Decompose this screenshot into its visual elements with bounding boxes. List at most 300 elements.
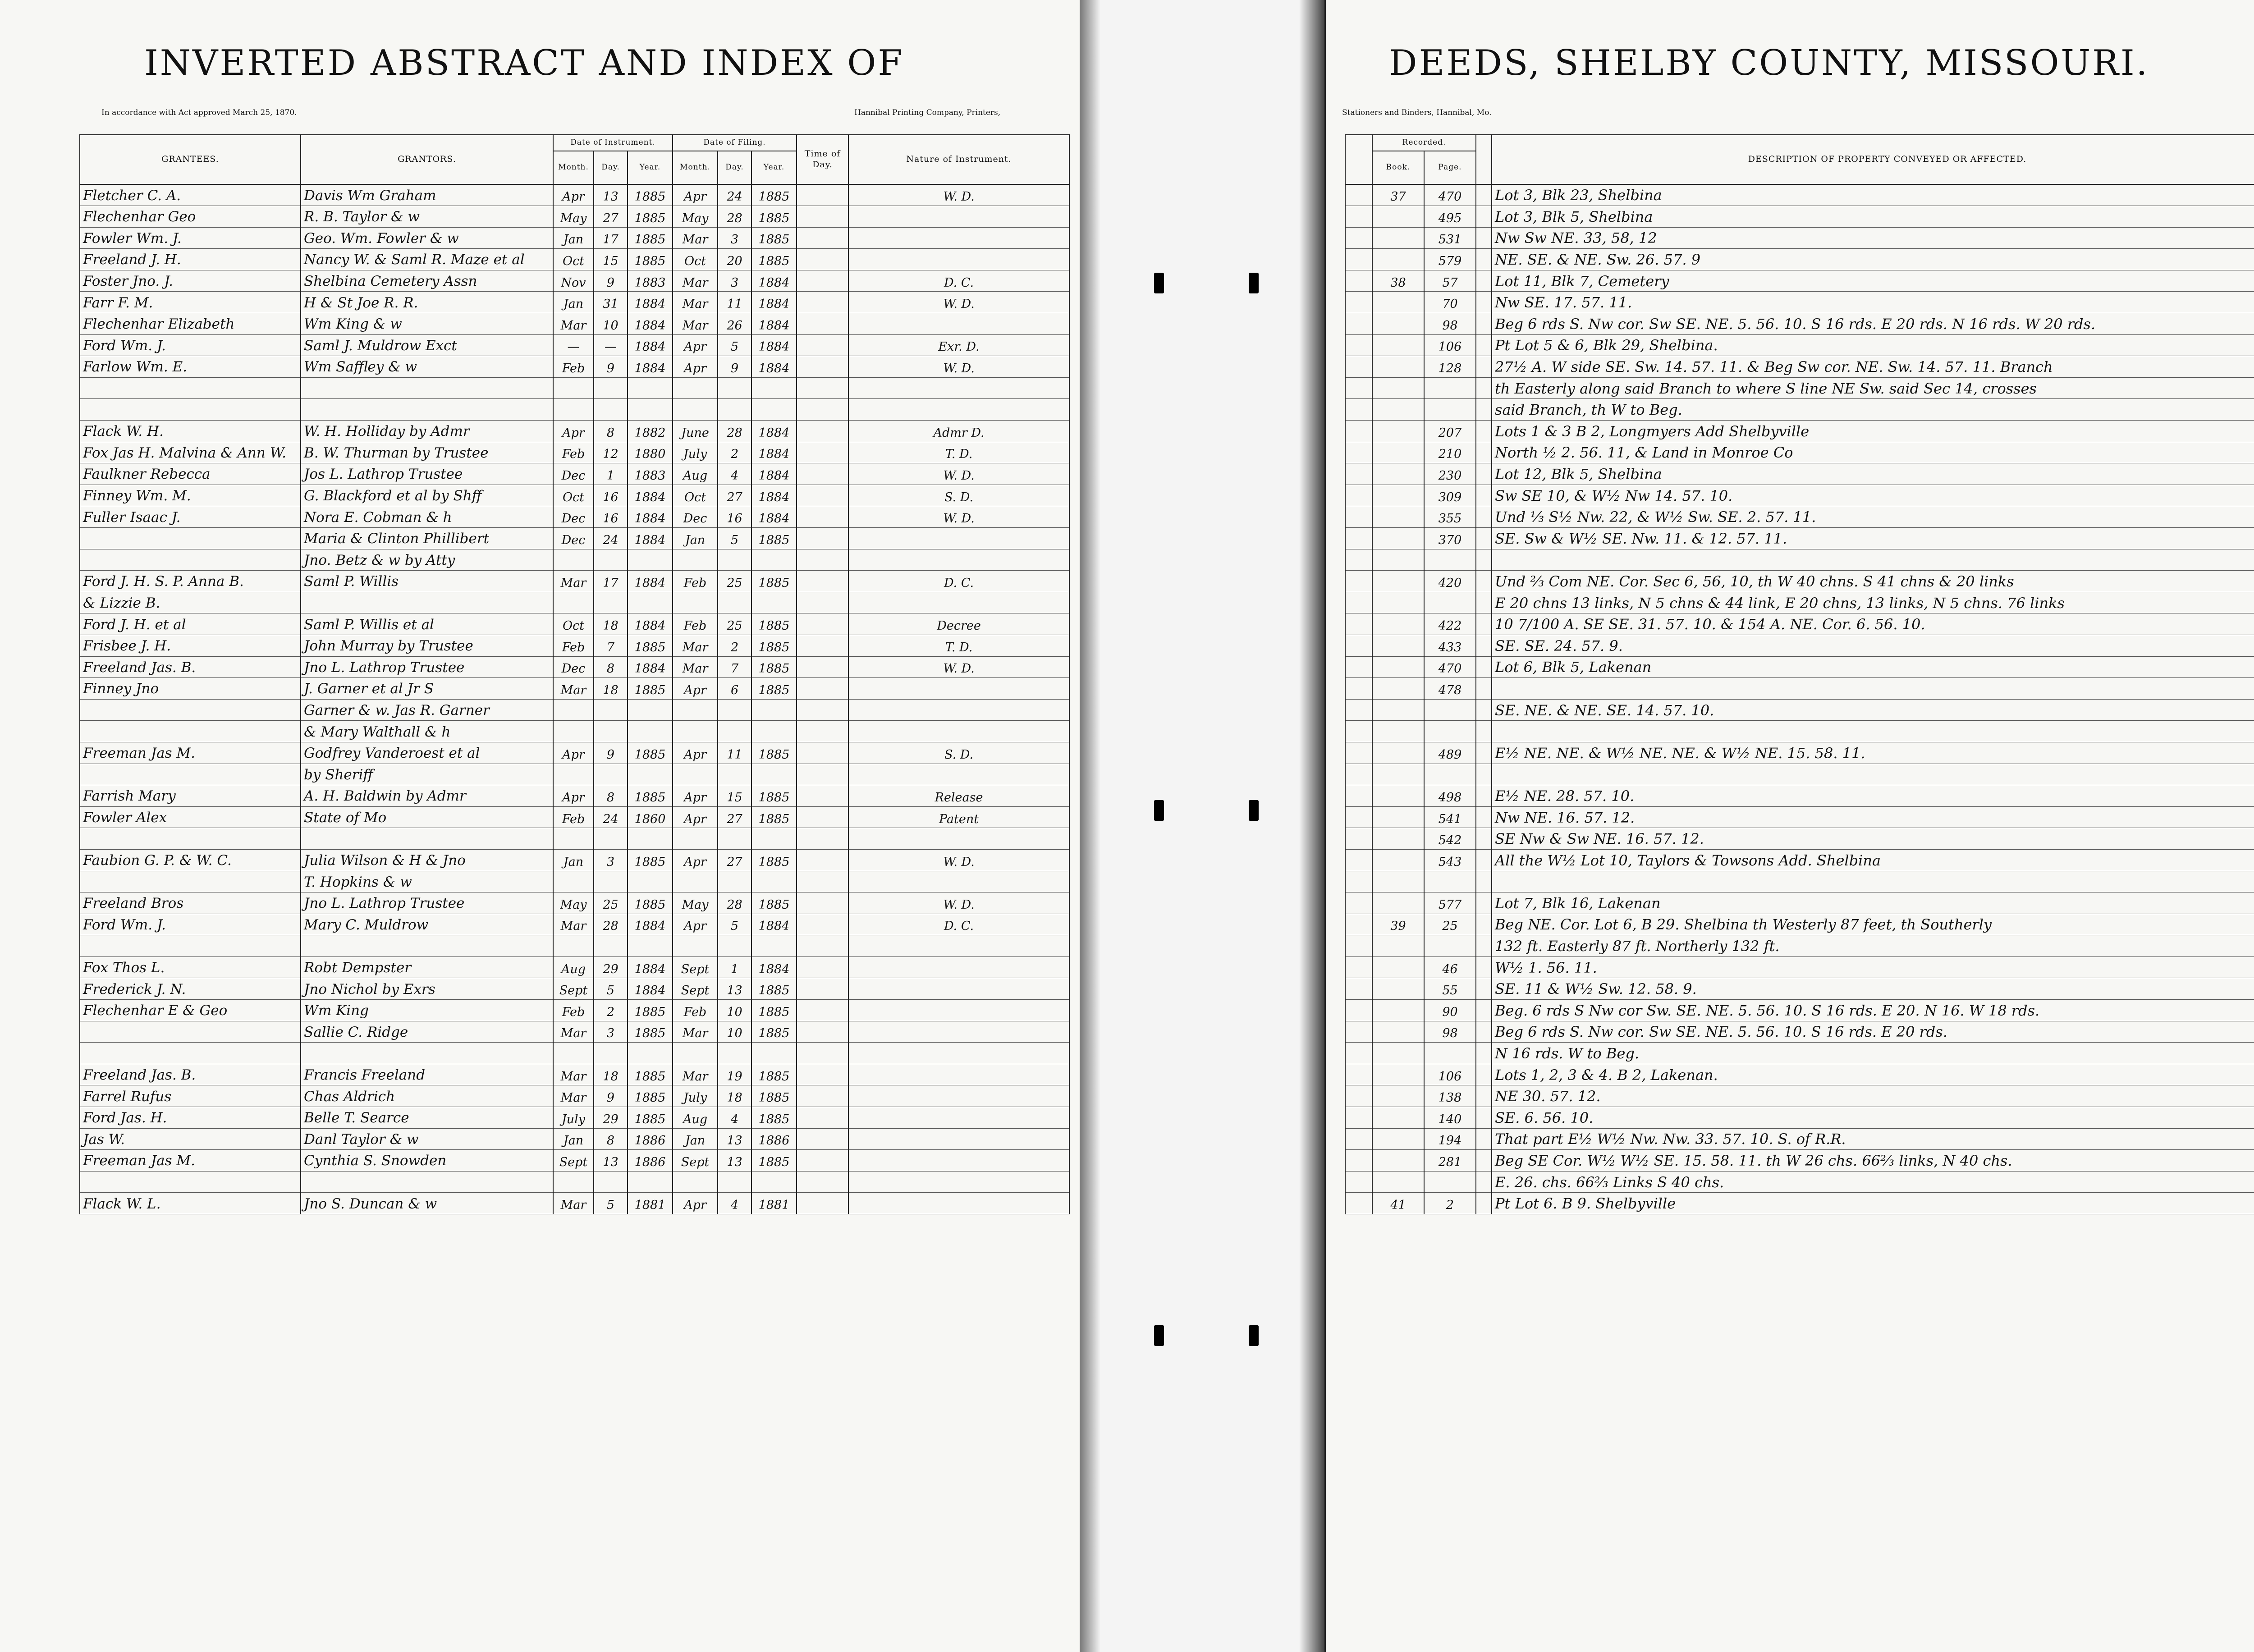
brace-cell bbox=[1476, 506, 1492, 528]
description-cell: E½ NE. 28. 57. 10. bbox=[1492, 785, 2254, 807]
grantee-cell: Jas W. bbox=[80, 1128, 301, 1150]
instrument-year-cell: 1885 bbox=[628, 785, 673, 807]
description-cell: Beg 6 rds S. Nw cor. Sw SE. NE. 5. 56. 10. S 16 rds. E 20 rds. N 16 rds. W 20 rds. bbox=[1492, 313, 2254, 335]
filing-day-cell bbox=[718, 764, 751, 785]
page-cell: 370 bbox=[1424, 528, 1476, 549]
margin-cell bbox=[1345, 699, 1372, 721]
page-cell: 57 bbox=[1424, 270, 1476, 292]
book-cell: 37 bbox=[1372, 184, 1424, 206]
grantee-cell: Faubion G. P. & W. C. bbox=[80, 849, 301, 871]
filing-month-cell: Mar bbox=[673, 313, 718, 335]
ledger-row bbox=[80, 184, 1069, 206]
instrument-year-cell: 1885 bbox=[628, 1000, 673, 1021]
nature-cell: W. D. bbox=[848, 463, 1069, 485]
margin-cell bbox=[1345, 292, 1372, 313]
property-row bbox=[1345, 227, 2254, 249]
book-cell bbox=[1372, 956, 1424, 978]
page-cell: 579 bbox=[1424, 249, 1476, 270]
book-cell: 38 bbox=[1372, 270, 1424, 292]
property-row bbox=[1345, 571, 2254, 592]
instrument-day-cell: 18 bbox=[594, 1064, 628, 1085]
filing-year-cell: 1885 bbox=[751, 528, 797, 549]
grantee-cell bbox=[80, 935, 301, 957]
book-cell bbox=[1372, 206, 1424, 228]
nature-cell: Admr D. bbox=[848, 421, 1069, 442]
grantor-cell: Wm Saffley & w bbox=[301, 356, 553, 378]
instrument-year-cell bbox=[628, 935, 673, 957]
filing-year-cell: 1884 bbox=[751, 442, 797, 463]
filing-day-cell: 11 bbox=[718, 292, 751, 313]
grantor-cell: Jno L. Lathrop Trustee bbox=[301, 656, 553, 678]
nature-cell bbox=[848, 1193, 1069, 1214]
description-cell: Pt Lot 5 & 6, Blk 29, Shelbina. bbox=[1492, 334, 2254, 356]
instrument-year-cell: 1885 bbox=[628, 1085, 673, 1107]
nature-cell bbox=[848, 828, 1069, 850]
instrument-day-cell: 15 bbox=[594, 249, 628, 270]
filing-year-cell: 1885 bbox=[751, 1150, 797, 1172]
margin-cell bbox=[1345, 764, 1372, 785]
property-row bbox=[1345, 914, 2254, 935]
instrument-month-cell: Mar bbox=[553, 1085, 594, 1107]
nature-cell: W. D. bbox=[848, 656, 1069, 678]
ledger-row bbox=[80, 206, 1069, 228]
filing-month-cell: Feb bbox=[673, 613, 718, 635]
page-cell: 210 bbox=[1424, 442, 1476, 463]
grantor-cell: Godfrey Vanderoest et al bbox=[301, 742, 553, 764]
margin-cell bbox=[1345, 935, 1372, 957]
filing-day-cell: 25 bbox=[718, 613, 751, 635]
grantor-cell: B. W. Thurman by Trustee bbox=[301, 442, 553, 463]
grantor-cell: H & St Joe R. R. bbox=[301, 292, 553, 313]
filing-day-cell: 7 bbox=[718, 656, 751, 678]
filing-month-cell: Jan bbox=[673, 528, 718, 549]
margin-cell bbox=[1345, 806, 1372, 828]
page-cell: 577 bbox=[1424, 892, 1476, 914]
filing-day-cell: 16 bbox=[718, 506, 751, 528]
property-row bbox=[1345, 485, 2254, 506]
description-cell: Lot 11, Blk 7, Cemetery bbox=[1492, 270, 2254, 292]
property-row bbox=[1345, 978, 2254, 1000]
description-cell: N 16 rds. W to Beg. bbox=[1492, 1043, 2254, 1064]
filing-month-cell: Dec bbox=[673, 506, 718, 528]
page-cell bbox=[1424, 764, 1476, 785]
margin-cell bbox=[1345, 721, 1372, 742]
nature-cell bbox=[848, 377, 1069, 399]
description-cell: Lot 12, Blk 5, Shelbina bbox=[1492, 463, 2254, 485]
grantor-cell: Saml P. Willis et al bbox=[301, 613, 553, 635]
time-of-day-cell bbox=[797, 528, 848, 549]
description-cell: E½ NE. NE. & W½ NE. NE. & W½ NE. 15. 58. 11. bbox=[1492, 742, 2254, 764]
book-cell bbox=[1372, 742, 1424, 764]
filing-year-cell: 1885 bbox=[751, 613, 797, 635]
binders-note: Stationers and Binders, Hannibal, Mo. bbox=[1342, 108, 1492, 117]
property-row bbox=[1345, 1064, 2254, 1085]
instrument-month-cell: Feb bbox=[553, 356, 594, 378]
filing-month-cell: July bbox=[673, 442, 718, 463]
ledger-row bbox=[80, 485, 1069, 506]
grantor-cell: Saml J. Muldrow Exct bbox=[301, 334, 553, 356]
page-cell: 543 bbox=[1424, 849, 1476, 871]
grantor-cell: Maria & Clinton Phillibert bbox=[301, 528, 553, 549]
description-cell: Lot 3, Blk 5, Shelbina bbox=[1492, 206, 2254, 228]
filing-month-cell bbox=[673, 1171, 718, 1193]
margin-cell bbox=[1345, 1021, 1372, 1043]
brace-cell bbox=[1476, 1128, 1492, 1150]
ledger-row bbox=[80, 356, 1069, 378]
brace-cell bbox=[1476, 421, 1492, 442]
instrument-month-cell: Jan bbox=[553, 849, 594, 871]
time-of-day-cell bbox=[797, 764, 848, 785]
brace-cell bbox=[1476, 1171, 1492, 1193]
filing-day-cell: 27 bbox=[718, 806, 751, 828]
brace-cell bbox=[1476, 978, 1492, 1000]
ledger-row bbox=[80, 914, 1069, 935]
brace-cell bbox=[1476, 956, 1492, 978]
time-of-day-cell bbox=[797, 227, 848, 249]
property-row bbox=[1345, 506, 2254, 528]
grantee-cell: Fowler Alex bbox=[80, 806, 301, 828]
time-of-day-cell bbox=[797, 399, 848, 421]
nature-cell: W. D. bbox=[848, 892, 1069, 914]
instrument-month-cell bbox=[553, 935, 594, 957]
margin-cell bbox=[1345, 1193, 1372, 1214]
filing-day-cell: 6 bbox=[718, 678, 751, 700]
nature-cell: Exr. D. bbox=[848, 334, 1069, 356]
instrument-year-cell: 1885 bbox=[628, 635, 673, 656]
instrument-day-cell: 29 bbox=[594, 956, 628, 978]
page-cell: 478 bbox=[1424, 678, 1476, 700]
grantor-cell: Geo. Wm. Fowler & w bbox=[301, 227, 553, 249]
filing-year-cell: 1885 bbox=[751, 656, 797, 678]
filing-month-cell: Apr bbox=[673, 785, 718, 807]
margin-cell bbox=[1345, 421, 1372, 442]
filing-year-cell: 1885 bbox=[751, 1107, 797, 1129]
time-of-day-cell bbox=[797, 849, 848, 871]
nature-cell bbox=[848, 313, 1069, 335]
margin-cell bbox=[1345, 785, 1372, 807]
instrument-month-cell: Mar bbox=[553, 678, 594, 700]
grantor-cell: State of Mo bbox=[301, 806, 553, 828]
grantor-cell: J. Garner et al Jr S bbox=[301, 678, 553, 700]
brace-cell bbox=[1476, 764, 1492, 785]
nature-cell bbox=[848, 699, 1069, 721]
brace-cell bbox=[1476, 699, 1492, 721]
nature-header: Nature of Instrument. bbox=[848, 135, 1069, 184]
instrument-month-cell bbox=[553, 377, 594, 399]
grantor-cell bbox=[301, 1043, 553, 1064]
description-cell: Beg SE Cor. W½ W½ SE. 15. 58. 11. th W 26 chs. 66⅔ links, N 40 chs. bbox=[1492, 1150, 2254, 1172]
filing-day-cell: 13 bbox=[718, 1150, 751, 1172]
filing-day-cell: 5 bbox=[718, 334, 751, 356]
instrument-month-cell bbox=[553, 871, 594, 892]
time-of-day-cell bbox=[797, 334, 848, 356]
instrument-month-cell bbox=[553, 592, 594, 613]
filing-month-cell: Mar bbox=[673, 270, 718, 292]
page-cell: 55 bbox=[1424, 978, 1476, 1000]
filing-day-cell bbox=[718, 549, 751, 571]
brace-cell bbox=[1476, 914, 1492, 935]
time-of-day-cell bbox=[797, 806, 848, 828]
filing-month-cell: May bbox=[673, 206, 718, 228]
filing-year-cell bbox=[751, 764, 797, 785]
instrument-day-cell bbox=[594, 377, 628, 399]
filing-year-cell bbox=[751, 1171, 797, 1193]
grantor-cell: Belle T. Searce bbox=[301, 1107, 553, 1129]
page-cell: 281 bbox=[1424, 1150, 1476, 1172]
margin-cell bbox=[1345, 613, 1372, 635]
description-cell: E 20 chns 13 links, N 5 chns & 44 link, E 20 chns, 13 links, N 5 chns. 76 links bbox=[1492, 592, 2254, 613]
grantee-cell: Farrel Rufus bbox=[80, 1085, 301, 1107]
grantee-cell: Freeland Bros bbox=[80, 892, 301, 914]
time-of-day-cell bbox=[797, 313, 848, 335]
date-filing-header: Date of Filing. bbox=[673, 135, 797, 151]
ledger-row bbox=[80, 377, 1069, 399]
filing-year-cell bbox=[751, 592, 797, 613]
book-cell bbox=[1372, 227, 1424, 249]
filing-month-cell: Apr bbox=[673, 742, 718, 764]
instrument-month-cell: Dec bbox=[553, 463, 594, 485]
ledger-row bbox=[80, 249, 1069, 270]
instrument-day-cell: 9 bbox=[594, 270, 628, 292]
filing-month-cell: Oct bbox=[673, 249, 718, 270]
description-cell: Lot 7, Blk 16, Lakenan bbox=[1492, 892, 2254, 914]
filing-year-cell: 1884 bbox=[751, 356, 797, 378]
filing-day-cell bbox=[718, 1043, 751, 1064]
grantor-cell: R. B. Taylor & w bbox=[301, 206, 553, 228]
filing-year-cell: 1884 bbox=[751, 914, 797, 935]
filing-month-cell bbox=[673, 1043, 718, 1064]
property-row bbox=[1345, 742, 2254, 764]
filing-day-cell: 13 bbox=[718, 1128, 751, 1150]
instrument-year-cell: 1885 bbox=[628, 849, 673, 871]
instrument-day-cell: 9 bbox=[594, 356, 628, 378]
instrument-day-cell: 18 bbox=[594, 613, 628, 635]
description-cell: th Easterly along said Branch to where S line NE Sw. said Sec 14, crosses bbox=[1492, 377, 2254, 399]
grantee-cell: Faulkner Rebecca bbox=[80, 463, 301, 485]
instrument-month-cell: Feb bbox=[553, 1000, 594, 1021]
brace-cell bbox=[1476, 1150, 1492, 1172]
instrument-day-cell: 24 bbox=[594, 528, 628, 549]
instrument-day-cell: 8 bbox=[594, 785, 628, 807]
grantors-header: GRANTORS. bbox=[301, 135, 553, 184]
nature-cell bbox=[848, 978, 1069, 1000]
grantee-cell: Flack W. H. bbox=[80, 421, 301, 442]
page-cell: 498 bbox=[1424, 785, 1476, 807]
book-cell bbox=[1372, 1107, 1424, 1129]
description-cell: Nw SE. 17. 57. 11. bbox=[1492, 292, 2254, 313]
page-cell: 230 bbox=[1424, 463, 1476, 485]
instrument-year-cell: 1886 bbox=[628, 1128, 673, 1150]
property-row bbox=[1345, 892, 2254, 914]
grantor-cell bbox=[301, 935, 553, 957]
page-cell: 207 bbox=[1424, 421, 1476, 442]
filing-month-cell: Apr bbox=[673, 356, 718, 378]
filing-year-cell: 1885 bbox=[751, 892, 797, 914]
grantor-cell: T. Hopkins & w bbox=[301, 871, 553, 892]
filing-year-cell: 1884 bbox=[751, 334, 797, 356]
instrument-year-cell: 1882 bbox=[628, 421, 673, 442]
brace-cell bbox=[1476, 334, 1492, 356]
brace-cell bbox=[1476, 892, 1492, 914]
grantee-cell: Finney Jno bbox=[80, 678, 301, 700]
property-row bbox=[1345, 270, 2254, 292]
property-row bbox=[1345, 699, 2254, 721]
margin-cell bbox=[1345, 1043, 1372, 1064]
instrument-month-cell: Apr bbox=[553, 421, 594, 442]
page-cell: 2 bbox=[1424, 1193, 1476, 1214]
book-cell bbox=[1372, 292, 1424, 313]
book-cell bbox=[1372, 377, 1424, 399]
filing-year-cell: 1885 bbox=[751, 785, 797, 807]
nature-cell bbox=[848, 721, 1069, 742]
grantee-cell: Fletcher C. A. bbox=[80, 184, 301, 206]
filing-day-cell: 20 bbox=[718, 249, 751, 270]
instrument-day-cell: 27 bbox=[594, 206, 628, 228]
filing-month-cell: Apr bbox=[673, 806, 718, 828]
time-of-day-cell bbox=[797, 292, 848, 313]
filing-year-cell bbox=[751, 1043, 797, 1064]
page-cell bbox=[1424, 377, 1476, 399]
time-of-day-cell bbox=[797, 656, 848, 678]
margin-cell bbox=[1345, 1171, 1372, 1193]
grantee-rows bbox=[80, 184, 1069, 1214]
margin-cell bbox=[1345, 270, 1372, 292]
nature-cell bbox=[848, 764, 1069, 785]
margin-cell bbox=[1345, 549, 1372, 571]
instrument-day-cell bbox=[594, 1171, 628, 1193]
description-cell: Pt Lot 6. B 9. Shelbyville bbox=[1492, 1193, 2254, 1214]
instrument-day-cell: 5 bbox=[594, 978, 628, 1000]
brace-cell bbox=[1476, 592, 1492, 613]
instrument-year-cell: 1884 bbox=[628, 334, 673, 356]
gutter-shadow-left bbox=[1080, 0, 1100, 1652]
nature-cell bbox=[848, 1085, 1069, 1107]
page-cell: 70 bbox=[1424, 292, 1476, 313]
nature-cell bbox=[848, 1150, 1069, 1172]
description-cell: That part E½ W½ Nw. Nw. 33. 57. 10. S. of R.R. bbox=[1492, 1128, 2254, 1150]
instrument-month-cell: Apr bbox=[553, 184, 594, 206]
instrument-day-cell: 9 bbox=[594, 742, 628, 764]
time-of-day-cell bbox=[797, 635, 848, 656]
ledger-row bbox=[80, 463, 1069, 485]
binding-post bbox=[1154, 273, 1164, 293]
filing-month-cell: Feb bbox=[673, 571, 718, 592]
book-cell bbox=[1372, 978, 1424, 1000]
filing-day-cell: 5 bbox=[718, 914, 751, 935]
filing-month-cell bbox=[673, 399, 718, 421]
grantees-header: GRANTEES. bbox=[80, 135, 301, 184]
ledger-row bbox=[80, 806, 1069, 828]
ledger-row bbox=[80, 1171, 1069, 1193]
ledger-row bbox=[80, 1021, 1069, 1043]
margin-cell bbox=[1345, 635, 1372, 656]
instrument-year-cell: 1885 bbox=[628, 227, 673, 249]
grantor-cell: Cynthia S. Snowden bbox=[301, 1150, 553, 1172]
instrument-year-cell: 1883 bbox=[628, 270, 673, 292]
instrument-year-cell: 1883 bbox=[628, 463, 673, 485]
property-row bbox=[1345, 334, 2254, 356]
instrument-month-cell: Mar bbox=[553, 1064, 594, 1085]
filing-year-cell bbox=[751, 399, 797, 421]
book-cell bbox=[1372, 1171, 1424, 1193]
instrument-day-cell: 24 bbox=[594, 806, 628, 828]
instrument-day-cell: 3 bbox=[594, 1021, 628, 1043]
brace-cell bbox=[1476, 721, 1492, 742]
filing-year-cell: 1885 bbox=[751, 806, 797, 828]
grantee-cell bbox=[80, 699, 301, 721]
ledger-row bbox=[80, 871, 1069, 892]
margin-cell bbox=[1345, 1150, 1372, 1172]
property-row bbox=[1345, 356, 2254, 378]
filing-month-cell: Apr bbox=[673, 1193, 718, 1214]
instrument-year-cell: 1885 bbox=[628, 892, 673, 914]
description-cell: SE. 6. 56. 10. bbox=[1492, 1107, 2254, 1129]
ledger-row bbox=[80, 656, 1069, 678]
brace-cell bbox=[1476, 871, 1492, 892]
time-of-day-cell bbox=[797, 1193, 848, 1214]
property-row bbox=[1345, 1171, 2254, 1193]
instrument-year-cell: 1885 bbox=[628, 1107, 673, 1129]
ledger-row bbox=[80, 292, 1069, 313]
property-row bbox=[1345, 849, 2254, 871]
instrument-day-cell: 28 bbox=[594, 914, 628, 935]
time-of-day-cell bbox=[797, 785, 848, 807]
brace-cell bbox=[1476, 249, 1492, 270]
page-cell: 106 bbox=[1424, 1064, 1476, 1085]
margin-cell bbox=[1345, 399, 1372, 421]
instrument-month-cell: Sept bbox=[553, 1150, 594, 1172]
margin-cell bbox=[1345, 1085, 1372, 1107]
brace-cell bbox=[1476, 356, 1492, 378]
page-cell: 138 bbox=[1424, 1085, 1476, 1107]
filing-month-cell: Sept bbox=[673, 1150, 718, 1172]
ledger-row bbox=[80, 849, 1069, 871]
instrument-day-cell bbox=[594, 549, 628, 571]
page-cell: 541 bbox=[1424, 806, 1476, 828]
property-row bbox=[1345, 313, 2254, 335]
description-cell: NE. SE. & NE. Sw. 26. 57. 9 bbox=[1492, 249, 2254, 270]
page-cell: 98 bbox=[1424, 313, 1476, 335]
book-cell bbox=[1372, 399, 1424, 421]
grantor-cell: Robt Dempster bbox=[301, 956, 553, 978]
gutter-shadow-right bbox=[1299, 0, 1324, 1652]
filing-month-cell: Aug bbox=[673, 463, 718, 485]
filing-month-cell: Apr bbox=[673, 849, 718, 871]
page-cell bbox=[1424, 399, 1476, 421]
time-of-day-cell bbox=[797, 613, 848, 635]
margin-cell bbox=[1345, 978, 1372, 1000]
property-row bbox=[1345, 1128, 2254, 1150]
ledger-row bbox=[80, 678, 1069, 700]
instrument-day-cell: 29 bbox=[594, 1107, 628, 1129]
instrument-month-cell bbox=[553, 828, 594, 850]
filing-year-cell bbox=[751, 377, 797, 399]
margin-cell bbox=[1345, 1128, 1372, 1150]
instrument-month-cell bbox=[553, 1043, 594, 1064]
filing-year-cell bbox=[751, 871, 797, 892]
grantee-cell bbox=[80, 1021, 301, 1043]
filing-year-cell: 1885 bbox=[751, 678, 797, 700]
brace-cell bbox=[1476, 656, 1492, 678]
filing-day-header: Day. bbox=[718, 151, 751, 184]
instrument-month-cell: Aug bbox=[553, 956, 594, 978]
page-cell: 422 bbox=[1424, 613, 1476, 635]
nature-cell: W. D. bbox=[848, 356, 1069, 378]
description-cell: North ½ 2. 56. 11, & Land in Monroe Co bbox=[1492, 442, 2254, 463]
filing-month-cell bbox=[673, 549, 718, 571]
time-of-day-cell bbox=[797, 828, 848, 850]
nature-cell bbox=[848, 1107, 1069, 1129]
